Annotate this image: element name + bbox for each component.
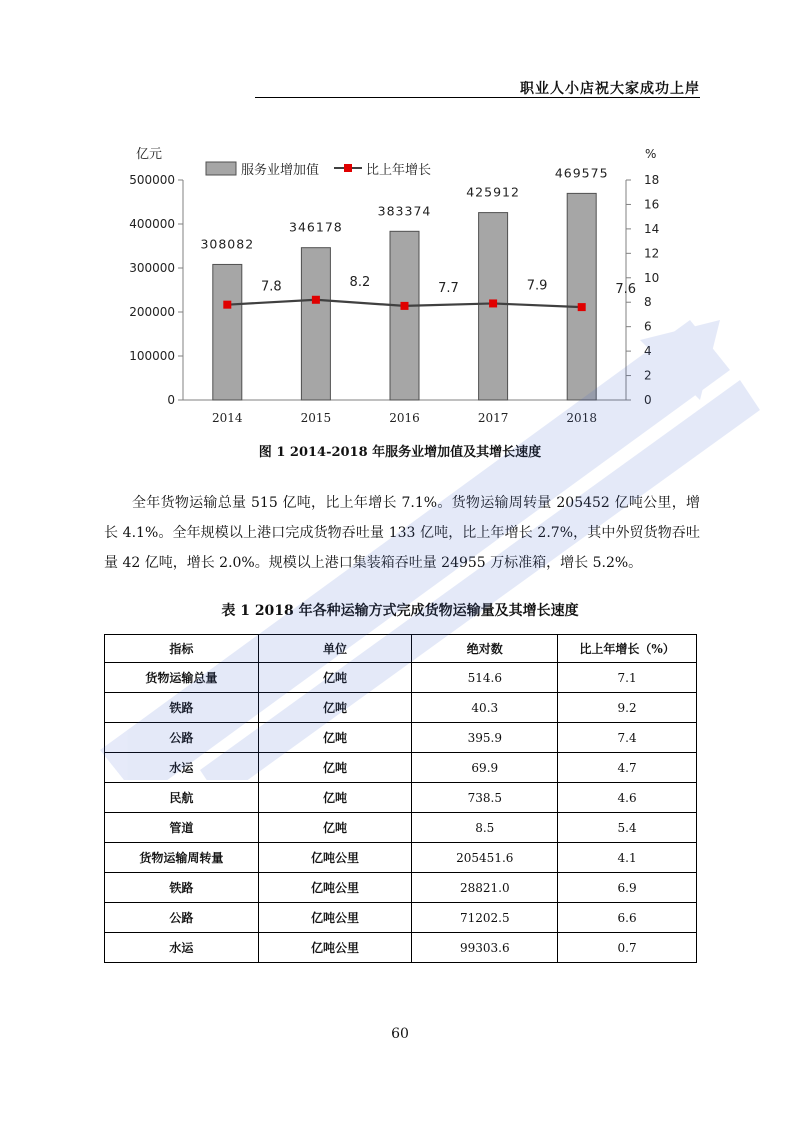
growth-data-label: 7.7 bbox=[438, 280, 459, 296]
bar-data-label: 346178 bbox=[289, 219, 343, 235]
cell-growth: 5.4 bbox=[558, 813, 697, 843]
header-unit: 单位 bbox=[258, 635, 412, 663]
header-indicator: 指标 bbox=[105, 635, 259, 663]
bar-data-label: 383374 bbox=[377, 203, 432, 219]
growth-marker bbox=[223, 301, 231, 309]
cell-unit: 亿吨 bbox=[258, 693, 412, 723]
cell-absolute: 514.6 bbox=[412, 663, 558, 693]
cell-growth: 0.7 bbox=[558, 933, 697, 963]
header-growth: 比上年增长（%） bbox=[558, 635, 697, 663]
cell-absolute: 8.5 bbox=[412, 813, 558, 843]
table-row bbox=[105, 903, 697, 933]
cell-unit: 亿吨 bbox=[258, 783, 412, 813]
cell-growth: 6.9 bbox=[558, 873, 697, 903]
freight-table bbox=[104, 634, 697, 963]
growth-data-label: 7.9 bbox=[526, 278, 548, 294]
figure-caption: 图 1 2014-2018 年服务业增加值及其增长速度 bbox=[258, 445, 542, 460]
cell-unit: 亿吨公里 bbox=[258, 903, 412, 933]
cell-growth: 4.1 bbox=[558, 843, 697, 873]
growth-data-label: 7.8 bbox=[260, 279, 282, 295]
cell-indicator: 管道 bbox=[105, 813, 259, 843]
cell-unit: 亿吨公里 bbox=[258, 873, 412, 903]
table-row bbox=[105, 693, 697, 723]
cell-absolute: 71202.5 bbox=[412, 903, 558, 933]
growth-data-label: 7.6 bbox=[615, 282, 637, 298]
cell-growth: 6.6 bbox=[558, 903, 697, 933]
header-title: 职业人小店祝大家成功上岸 bbox=[520, 81, 700, 97]
y-right-tick-label: 2 bbox=[644, 368, 652, 383]
y-right-tick-label: 6 bbox=[644, 319, 652, 334]
table-row bbox=[105, 783, 697, 813]
cell-indicator: 铁路 bbox=[105, 873, 259, 903]
legend-line-marker bbox=[344, 164, 352, 172]
cell-absolute: 395.9 bbox=[412, 723, 558, 753]
y-left-tick-label: 300000 bbox=[129, 261, 175, 275]
cell-unit: 亿吨 bbox=[258, 663, 412, 693]
y-left-tick-label: 100000 bbox=[129, 349, 175, 363]
cell-unit: 亿吨公里 bbox=[258, 843, 412, 873]
cell-unit: 亿吨 bbox=[258, 723, 412, 753]
bar-data-label: 469575 bbox=[554, 165, 609, 181]
bar-data-label: 308082 bbox=[200, 236, 255, 252]
y-right-tick-label: 4 bbox=[644, 344, 652, 359]
cell-indicator: 公路 bbox=[105, 723, 259, 753]
legend-bar-swatch bbox=[206, 162, 236, 175]
y-right-tick-label: 16 bbox=[644, 197, 660, 212]
cell-indicator: 民航 bbox=[105, 783, 259, 813]
growth-marker bbox=[312, 296, 320, 304]
x-tick-label: 2018 bbox=[566, 411, 597, 425]
page-number: 60 bbox=[391, 1026, 409, 1042]
x-tick-label: 2015 bbox=[300, 411, 332, 425]
body-paragraph: 全年货物运输总量 515 亿吨，比上年增长 7.1%。货物运输周转量 205452 亿吨公里，增长 4.1%。全年规模以上港口完成货物吞吐量 133 亿吨，比上年增长 2.7%，其中外贸货物吞吐量 42 亿吨，增长 2.0%。规模以上港口集装箱吞吐量 24955 万标准箱，增长 5.2%。 bbox=[104, 495, 700, 571]
growth-marker bbox=[578, 303, 586, 311]
table-row bbox=[105, 843, 697, 873]
bar bbox=[567, 193, 596, 400]
legend-bar-label: 服务业增加值 bbox=[241, 163, 320, 178]
cell-absolute: 738.5 bbox=[412, 783, 558, 813]
y-right-tick-label: 8 bbox=[644, 295, 652, 310]
cell-growth: 4.7 bbox=[558, 753, 697, 783]
x-tick-label: 2014 bbox=[212, 411, 243, 425]
cell-unit: 亿吨 bbox=[258, 813, 412, 843]
cell-unit: 亿吨公里 bbox=[258, 933, 412, 963]
cell-indicator: 公路 bbox=[105, 903, 259, 933]
y-right-tick-label: 10 bbox=[644, 270, 660, 285]
table-row bbox=[105, 753, 697, 783]
cell-growth: 7.4 bbox=[558, 723, 697, 753]
y-right-unit-label: % bbox=[645, 147, 657, 161]
table-caption: 表 1 2018 年各种运输方式完成货物运输量及其增长速度 bbox=[221, 603, 579, 619]
growth-marker bbox=[401, 302, 409, 310]
table-row bbox=[105, 813, 697, 843]
bar bbox=[390, 231, 419, 400]
x-tick-label: 2017 bbox=[477, 411, 509, 425]
y-right-tick-label: 12 bbox=[644, 246, 660, 261]
cell-indicator: 铁路 bbox=[105, 693, 259, 723]
y-right-tick-label: 14 bbox=[644, 221, 660, 236]
cell-growth: 7.1 bbox=[558, 663, 697, 693]
y-left-tick-label: 500000 bbox=[129, 173, 175, 187]
table-row bbox=[105, 933, 697, 963]
cell-growth: 4.6 bbox=[558, 783, 697, 813]
cell-absolute: 99303.6 bbox=[412, 933, 558, 963]
y-right-tick-label: 18 bbox=[644, 173, 660, 187]
cell-absolute: 205451.6 bbox=[412, 843, 558, 873]
growth-marker bbox=[489, 299, 497, 307]
cell-indicator: 水运 bbox=[105, 753, 259, 783]
cell-growth: 9.2 bbox=[558, 693, 697, 723]
cell-absolute: 28821.0 bbox=[412, 873, 558, 903]
cell-unit: 亿吨 bbox=[258, 753, 412, 783]
bar bbox=[301, 248, 330, 400]
bar bbox=[213, 264, 242, 400]
y-right-tick-label: 0 bbox=[644, 393, 652, 407]
cell-indicator: 货物运输周转量 bbox=[105, 843, 259, 873]
table-row bbox=[105, 723, 697, 753]
y-left-unit-label: 亿元 bbox=[136, 147, 163, 162]
y-left-tick-label: 200000 bbox=[129, 305, 175, 319]
cell-indicator: 货物运输总量 bbox=[105, 663, 259, 693]
table-header-row bbox=[105, 635, 697, 663]
table-row bbox=[105, 663, 697, 693]
growth-data-label: 8.2 bbox=[349, 274, 371, 290]
service-industry-chart bbox=[0, 0, 800, 440]
cell-indicator: 水运 bbox=[105, 933, 259, 963]
x-tick-label: 2016 bbox=[389, 411, 420, 425]
cell-absolute: 69.9 bbox=[412, 753, 558, 783]
table-row bbox=[105, 873, 697, 903]
cell-absolute: 40.3 bbox=[412, 693, 558, 723]
bar-data-label: 425912 bbox=[466, 184, 520, 200]
y-left-tick-label: 400000 bbox=[129, 217, 175, 231]
legend-line-label: 比上年增长 bbox=[366, 163, 432, 178]
header-absolute: 绝对数 bbox=[412, 635, 558, 663]
y-left-tick-label: 0 bbox=[167, 393, 175, 407]
